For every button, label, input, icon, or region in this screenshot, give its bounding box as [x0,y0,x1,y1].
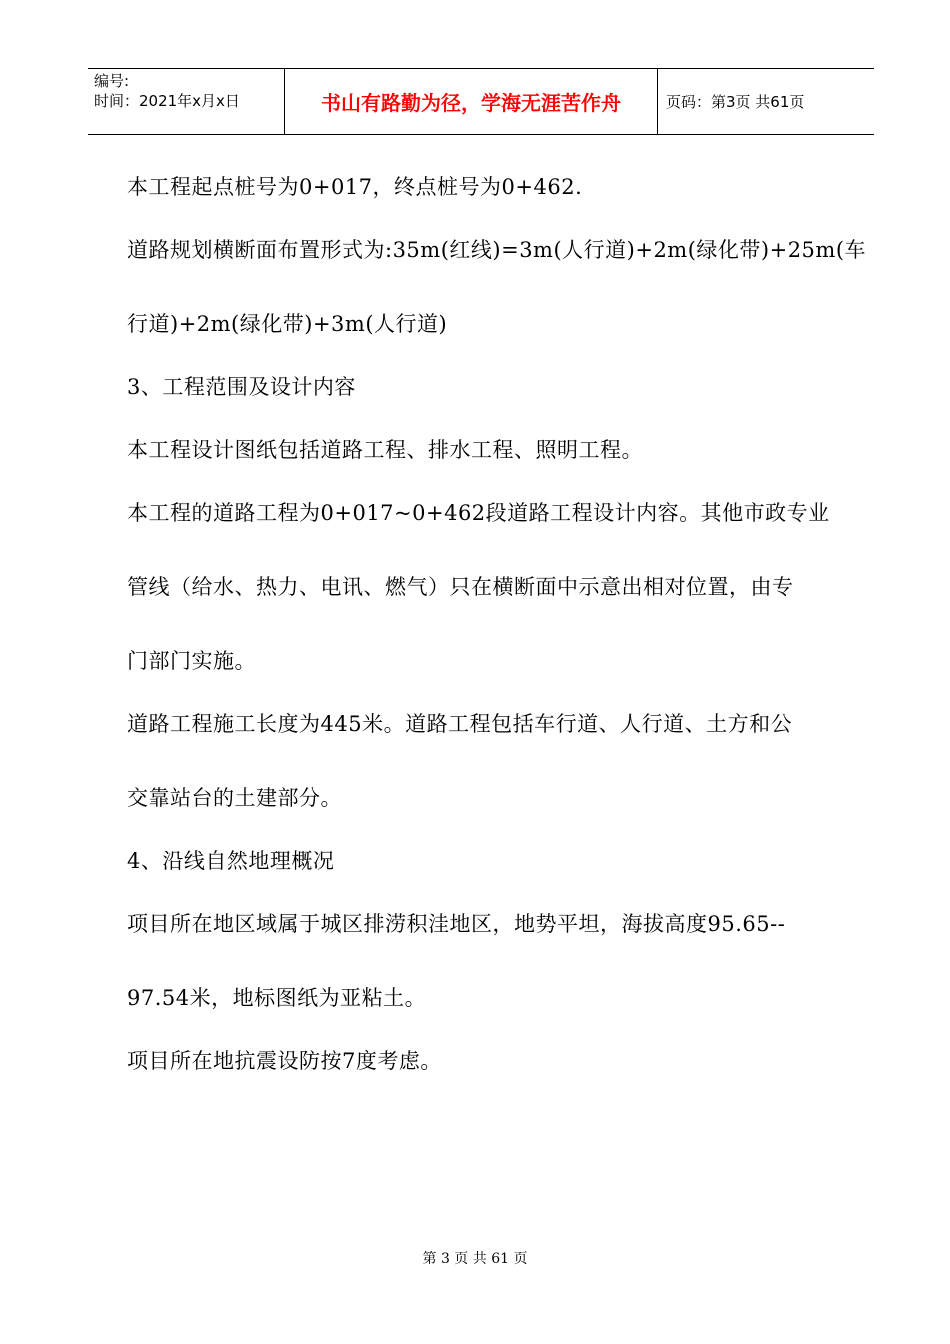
document-number-label: 编号: [94,72,130,90]
page-header [88,68,874,135]
paragraph-line: 本工程设计图纸包括道路工程、排水工程、照明工程。 [127,438,643,462]
paragraph-line: 97.54米，地标图纸为亚粘土。 [127,986,427,1010]
section-heading: 4、沿线自然地理概况 [127,849,335,873]
page-footer: 第 3 页 共 61 页 [422,1251,528,1267]
paragraph-line: 门部门实施。 [127,649,256,673]
header-page-info: 页码：第3页 共61页 [666,93,805,111]
paragraph-line: 项目所在地区域属于城区排涝积洼地区，地势平坦，海拔高度95.65-- [127,912,786,936]
header-slogan: 书山有路勤为径，学海无涯苦作舟 [285,69,658,134]
document-time-label: 时间：2021年x月x日 [94,92,240,110]
paragraph-line: 管线（给水、热力、电讯、燃气）只在横断面中示意出相对位置，由专 [127,575,794,599]
paragraph-line: 本工程的道路工程为0+017~0+462段道路工程设计内容。其他市政专业 [127,501,830,525]
paragraph-line: 交靠站台的土建部分。 [127,786,342,810]
paragraph-line: 道路规划横断面布置形式为:35m(红线)=3m(人行道)+2m(绿化带)+25m(车 [127,238,867,262]
header-meta-cell [88,69,285,134]
paragraph-line: 本工程起点桩号为0+017，终点桩号为0+462. [127,175,583,199]
paragraph-line: 道路工程施工长度为445米。道路工程包括车行道、人行道、土方和公 [127,712,793,736]
paragraph-line: 行道)+2m(绿化带)+3m(人行道) [127,312,448,336]
section-heading: 3、工程范围及设计内容 [127,375,356,399]
paragraph-line: 项目所在地抗震设防按7度考虑。 [127,1049,442,1073]
